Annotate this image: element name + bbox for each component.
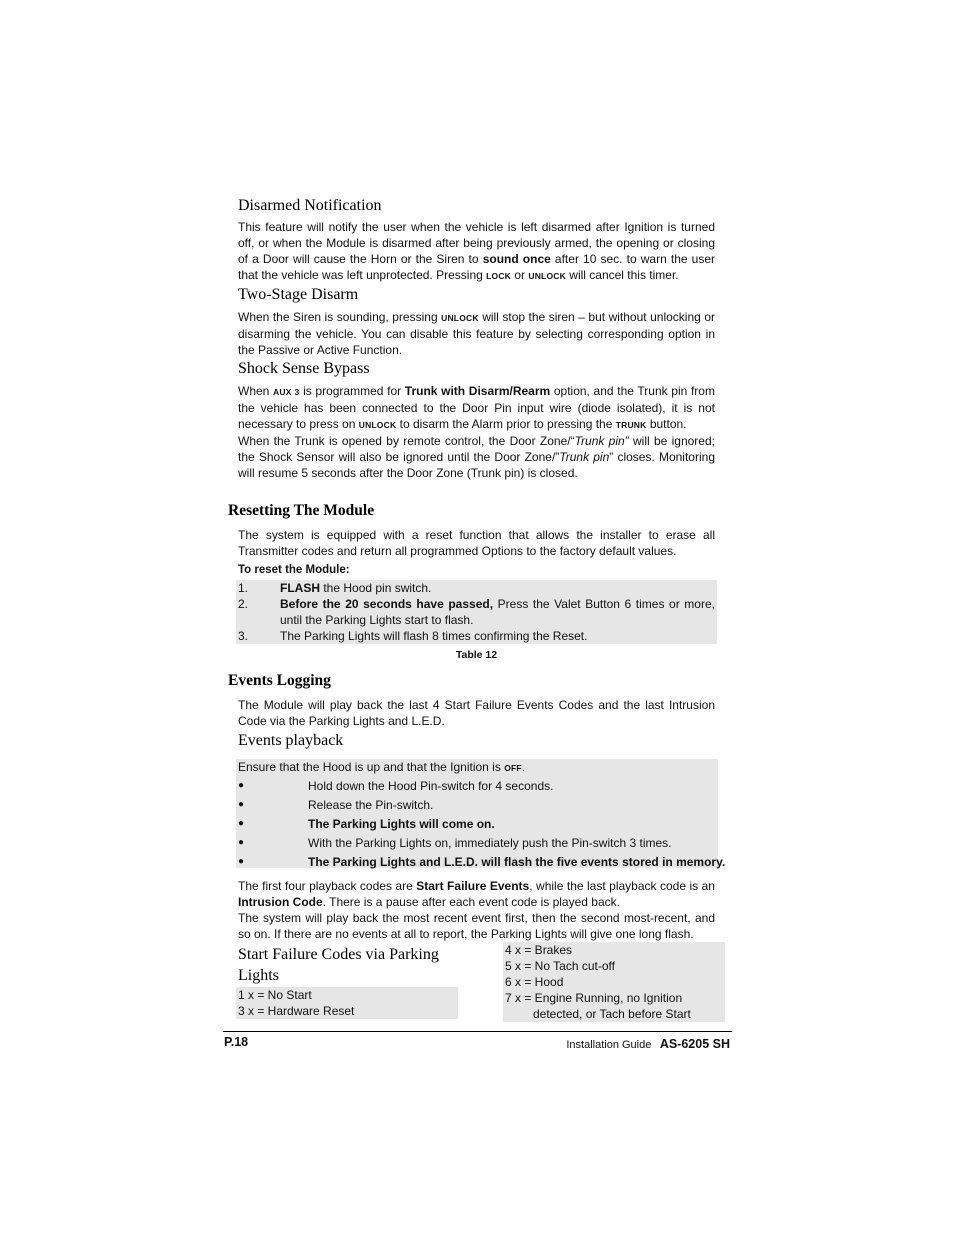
events-playback-heading: Events playback [238,732,344,749]
bullet-icon: ● [238,799,245,810]
table-row [236,628,717,644]
bullet-text: With the Parking Lights on, immediately push the Pin-switch 3 times. [308,836,672,850]
bullet-icon: ● [238,818,245,829]
code-item: 3 x = Hardware Reset [238,1004,355,1018]
footer-rule [223,1031,732,1032]
start-failure-codes-left [236,987,458,1019]
start-failure-codes-heading: Start Failure Codes via Parking Lights [238,946,439,984]
bullet-icon: ● [238,837,245,848]
step-text: The Parking Lights will flash 8 times confirming the Reset. [280,629,588,643]
shock-sense-bypass-heading: Shock Sense Bypass [238,360,370,377]
page-number: P.18 [224,1035,249,1049]
footer-right [566,1035,730,1053]
code-item: 7 x = Engine Running, no Ignition [505,991,683,1005]
disarmed-notification-heading: Disarmed Notification [238,197,382,214]
guide-label: Installation Guide [566,1039,652,1051]
playback-codes-text: The first four playback codes are Start Failure Events, while the last playback code is an Intrusion Code. There is a pause after each event code is played back. The system will play back the most recent event first, then the second most-recent, and so on. If there are no events at all to report, the Parking Lights will give one long flash. [238,879,715,941]
bullet-text: Release the Pin-switch. [308,798,434,812]
ensure-text: Ensure that the Hood is up and that the Ignition is OFF. [238,760,526,774]
events-logging-heading: Events Logging [228,672,331,689]
list-item [236,835,718,854]
step-number: 3. [238,629,249,643]
step-number: 2. [238,597,249,611]
bullet-text: The Parking Lights and L.E.D. will flash the five events stored in memory. [308,855,726,869]
events-logging-intro: The Module will play back the last 4 Start Failure Events Codes and the last Intrusion Code via the Parking Lights and L.E.D. [238,698,715,728]
bullet-icon: ● [238,780,245,791]
step-text: Before the 20 seconds have passed, Press the Valet Button 6 times or more, until the Parking Lights start to flash. [280,597,715,627]
reset-steps-table [236,580,717,644]
step-number: 1. [238,581,249,595]
code-item: 5 x = No Tach cut-off [505,959,615,973]
list-item [236,797,718,816]
disarmed-notification-text: This feature will notify the user when the vehicle is left disarmed after Ignition is turned off, or when the Module is disarmed after being previously armed, the opening or closing of a Door will cause the Horn or the Siren to sound once after 10 sec. to warn the user that the vehicle was left unprotected. Pressing LOCK or UNLOCK will cancel this timer. [238,220,716,282]
resetting-module-intro: The system is equipped with a reset function that allows the installer to erase all Transmitter codes and return all programmed Options to the factory default values. [238,528,715,558]
shock-sense-bypass-text: When AUX 3 is programmed for Trunk with Disarm/Rearm option, and the Trunk pin from the vehicle has been connected to the Door Pin input wire (diode isolated), it is not necessary to press on UNLOCK to disarm the Alarm prior to pressing the TRUNK button. When the Trunk is opened by remote control, the Door Zone/“Trunk pin” will be ignored; the Shock Sensor will also be ignored until the Door Zone/”Trunk pin” closes. Monitoring will resume 5 seconds after the Door Zone (Trunk pin) is closed. [238,384,715,480]
events-playback-box [236,759,726,869]
table-caption: Table 12 [455,649,498,661]
reset-label: To reset the Module: [238,564,350,576]
model-label: AS-6205 SH [659,1037,730,1051]
list-item [236,778,718,797]
start-failure-codes-right [503,942,725,1022]
code-item: 6 x = Hood [505,975,564,989]
bullet-icon: ● [238,856,245,867]
table-row [236,580,717,596]
bullet-text: Hold down the Hood Pin-switch for 4 seconds. [308,779,554,793]
code-item: 4 x = Brakes [505,943,573,957]
resetting-module-heading: Resetting The Module [228,502,375,519]
two-stage-disarm-text: When the Siren is sounding, pressing UNLOCK will stop the siren – but without unlocking or disarming the vehicle. You can disable this feature by selecting corresponding option in the Passive or Active Function. [238,310,715,357]
code-item: 1 x = No Start [238,988,312,1002]
two-stage-disarm-heading: Two-Stage Disarm [238,286,359,303]
step-text: FLASH the Hood pin switch. [280,581,432,595]
code-item-continued: detected, or Tach before Start [533,1007,691,1021]
list-item [236,816,718,835]
bullet-text: The Parking Lights will come on. [308,817,495,831]
list-item [236,854,726,871]
table-row [236,596,717,628]
